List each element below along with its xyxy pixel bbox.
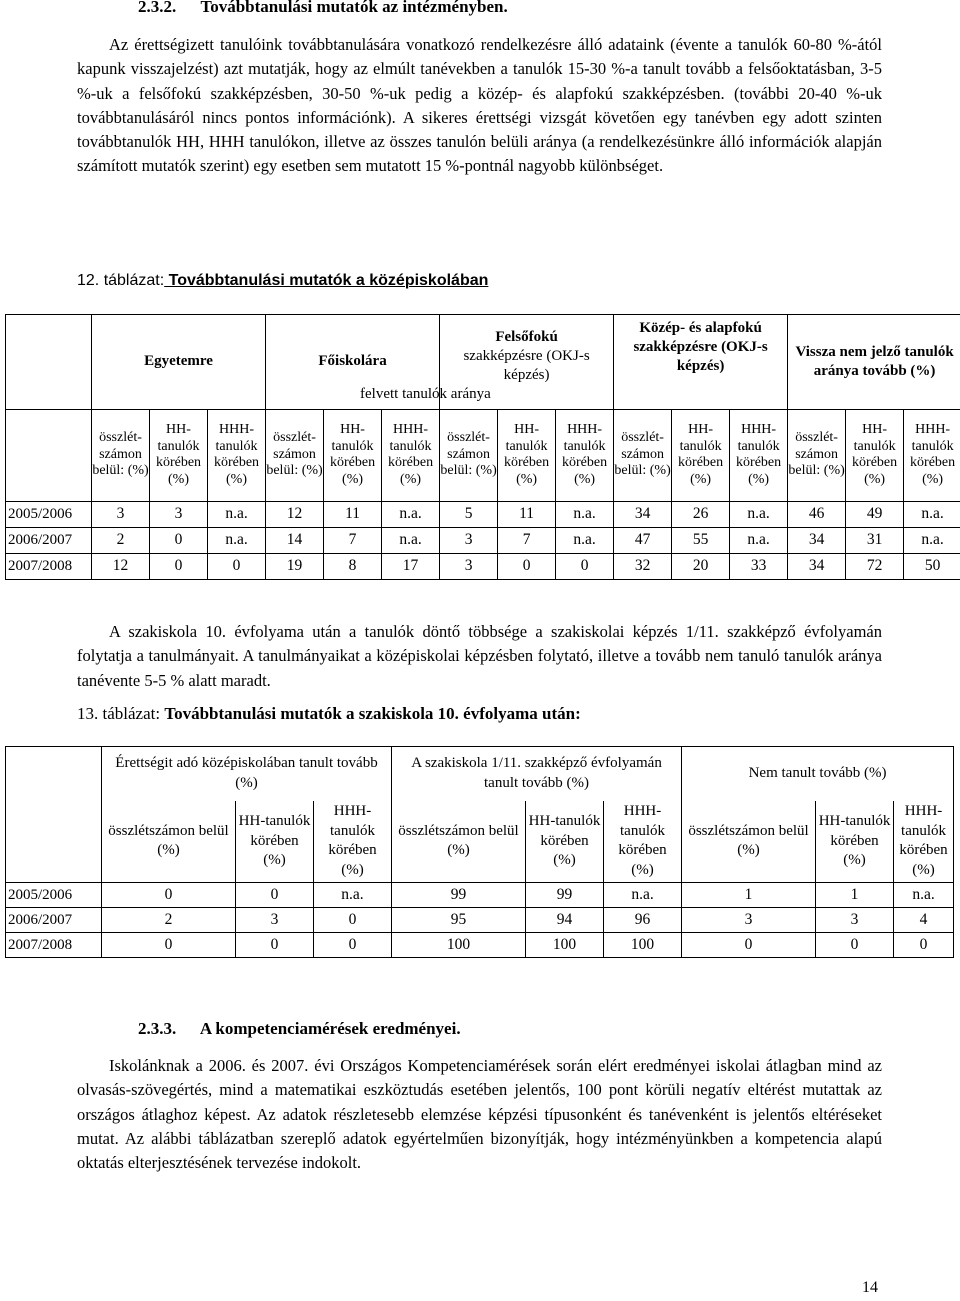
table-cell: 0 [682,933,816,958]
table-cell: 99 [526,883,604,908]
table-cell: 5 [440,501,498,527]
table-cell: 33 [730,553,788,579]
table12 [5,314,960,580]
table-cell: 50 [904,553,960,579]
table-cell: 1 [682,883,816,908]
felsofoku-rest: szakképzésre (OKJ-s képzés) [463,348,590,384]
table-cell: 0 [150,527,208,553]
kompetencia-paragraph-text: Iskolánknak a 2006. és 2007. évi Országos Kompetenciamérések során elért eredményei iskolai átlagban mind az olvasás-szövegértés, mind a matematikai eszköztudás esetében jelentős, 100 pont körüli negatív eltérést mutattak az országos átlaghoz képest. Az adatok részletesebb elemzése képzési típusonként és tanévenként is jelentős eltéréseket mutat. Az alábbi táblázatban szereplő adatok egyértelműen bizonyítják, hogy intézményünkben a kompetencia alapú oktatás elterjesztésének tervezése indokolt. [77,1056,882,1173]
subheader: HH-tanulók körében (%) [816,801,894,883]
table-cell: 100 [604,933,682,958]
table-cell: 47 [614,527,672,553]
kompetencia-paragraph [77,1054,882,1175]
table-cell: 99 [392,883,526,908]
table-cell: 0 [314,933,392,958]
table-cell: 0 [314,908,392,933]
intro-paragraph-text: Az érettségizett tanulóink továbbtanulására vonatkozó rendelkezésre álló adataink (évente a tanulók 60-80 %-ától kapunk visszajelzést) azt mutatják, hogy az elmúlt tanévekben a tanulók 15-30 %-a tanult tovább a felsőoktatásban, 3-5 %-uk a felsőfokú szakképzésben, 30-50 %-uk pedig a közép- és alapfokú szakképzésben. (további 20-40 %-uk továbbtanulásáról nincs pontos információnk). A sikeres érettségi vizsgát követően egy tanévben egy adott szinten továbbtanulók HH, HHH tanulókon, illetve az összes tanulón belüli aránya (a rendelkezésünkre álló információk alapján számított mutatók szerint) egy esetben sem mutatott 15 %-pontnál nagyobb különbséget. [77,35,882,176]
subheader: HHH-tanulók körében (%) [904,409,960,501]
table-cell: n.a. [730,527,788,553]
subheader: HH-tanulók körében (%) [150,409,208,501]
table-cell: 3 [92,501,150,527]
subheader: HH-tanulók körében (%) [498,409,556,501]
table-cell: 3 [236,908,314,933]
table-cell: 0 [102,883,236,908]
table13-corner [6,747,102,883]
section-number: 2.3.2. [138,0,177,16]
table13-group-szakkepzo: A szakiskola 1/11. szakképző évfolyamán tanult tovább (%) [392,747,682,801]
table12-caption-prefix: 12. táblázat: [77,272,165,289]
table13-header-row [6,747,954,801]
table12-sub-corner [6,409,92,501]
table-cell: n.a. [894,883,954,908]
subheader: HHH-tanulók körében (%) [208,409,266,501]
subheader: HH-tanulók körében (%) [526,801,604,883]
table12-caption [77,272,488,290]
table12-group-foiskola: Főiskolára [266,315,440,409]
table-cell: 34 [614,501,672,527]
table-cell: 0 [498,553,556,579]
table13-group-nem-tanult: Nem tanult tovább (%) [682,747,954,801]
table13-caption [77,704,581,724]
table-row [6,883,954,908]
szakiskola-paragraph [77,620,882,693]
subheader: összlétszámon belül (%) [682,801,816,883]
subheader: HHH-tanulók körében (%) [604,801,682,883]
intro-paragraph [77,33,882,179]
table-cell: 0 [816,933,894,958]
table12-body [6,501,960,579]
subheader: HH-tanulók körében (%) [324,409,382,501]
table-cell: 4 [894,908,954,933]
table12-corner [6,315,92,410]
section-title: A kompetenciamérések eredményei. [199,1019,461,1038]
table-cell: 14 [266,527,324,553]
table-cell: 19 [266,553,324,579]
table-cell: 11 [324,501,382,527]
section-heading-2-3-2 [138,0,508,17]
subheader: összlét-számon belül: (%) [614,409,672,501]
table12-caption-title: Továbbtanulási mutatók a középiskolában [164,272,489,289]
table13-caption-title: Továbbtanulási mutatók a szakiskola 10. évfolyama után: [164,704,581,723]
row-year: 2006/2007 [6,908,102,933]
table13-body [6,883,954,958]
table-cell: 17 [382,553,440,579]
table12-group-vissza: Vissza nem jelző tanulók aránya tovább (%) [788,315,960,409]
table-cell: 0 [556,553,614,579]
row-year: 2006/2007 [6,527,92,553]
table-cell: 3 [150,501,208,527]
subheader: összlét-számon belül: (%) [788,409,846,501]
table-cell: 100 [392,933,526,958]
subheader: HHH-tanulók körében (%) [556,409,614,501]
table-cell: 7 [324,527,382,553]
table-cell: 11 [498,501,556,527]
table-cell: 12 [266,501,324,527]
row-year: 2005/2006 [6,883,102,908]
table-cell: 3 [440,527,498,553]
table-cell: n.a. [382,527,440,553]
table-cell: 72 [846,553,904,579]
table-cell: 55 [672,527,730,553]
table-cell: n.a. [604,883,682,908]
subheader: HHH-tanulók körében (%) [730,409,788,501]
table-cell: 96 [604,908,682,933]
table-row [6,553,960,579]
table-row [6,908,954,933]
table-cell: n.a. [556,501,614,527]
subheader: összlétszámon belül (%) [392,801,526,883]
table-cell: 0 [894,933,954,958]
table-cell: 34 [788,553,846,579]
subheader: HH-tanulók körében (%) [846,409,904,501]
table-cell: 26 [672,501,730,527]
table-cell: 0 [102,933,236,958]
table13 [5,746,954,958]
table-cell: 94 [526,908,604,933]
table-cell: 31 [846,527,904,553]
table-cell: 34 [788,527,846,553]
table-cell: n.a. [382,501,440,527]
section-title: Továbbtanulási mutatók az intézményben. [200,0,508,16]
table-cell: n.a. [730,501,788,527]
table-cell: 8 [324,553,382,579]
szakiskola-paragraph-text: A szakiskola 10. évfolyama után a tanulók döntő többsége a szakiskolai képzés 1/11. szakképző évfolyamán folytatja a tanulmányait. A tanulmányaikat a középiskolai képzésben folytató, illetve a tovább nem tanuló tanulók aránya tanévente 5-5 % alatt maradt. [77,622,882,690]
table-cell: 0 [208,553,266,579]
table-cell: 3 [816,908,894,933]
subheader: HHH-tanulók körében (%) [314,801,392,883]
table13-group-erettsegi: Érettségit adó középiskolában tanult tovább (%) [102,747,392,801]
table12-group-kozep: Közép- és alapfokú szakképzésre (OKJ-s képzés) [614,315,788,409]
subheader: összlét-számon belül: (%) [440,409,498,501]
section-number: 2.3.3. [138,1019,177,1038]
table-cell: n.a. [904,501,960,527]
table12-felvett-label: felvett tanulók aránya [360,386,491,402]
table-cell: 95 [392,908,526,933]
subheader: HHH-tanulók körében (%) [382,409,440,501]
table-cell: 1 [816,883,894,908]
table-cell: 0 [236,883,314,908]
table13-subheader-row [6,801,954,883]
table-cell: 0 [150,553,208,579]
table-cell: n.a. [556,527,614,553]
table-cell: 20 [672,553,730,579]
table-cell: 2 [92,527,150,553]
table-cell: 46 [788,501,846,527]
table-cell: 100 [526,933,604,958]
table-cell: n.a. [904,527,960,553]
subheader: összlétszámon belül (%) [102,801,236,883]
table-cell: 0 [236,933,314,958]
table-cell: 3 [440,553,498,579]
table-cell: 49 [846,501,904,527]
subheader: HH-tanulók körében (%) [672,409,730,501]
subheader: HHH-tanulók körében (%) [894,801,954,883]
table12-group-egyetem: Egyetemre [92,315,266,409]
table-cell: n.a. [314,883,392,908]
table-cell: 32 [614,553,672,579]
table-cell: n.a. [208,501,266,527]
table13-caption-prefix: 13. táblázat: [77,704,165,723]
table12-subheader-row [6,409,960,501]
subheader: összlét-számon belül: (%) [92,409,150,501]
row-year: 2007/2008 [6,553,92,579]
table-cell: n.a. [208,527,266,553]
table-cell: 2 [102,908,236,933]
table-cell: 12 [92,553,150,579]
section-heading-2-3-3 [138,1019,461,1039]
felsofoku-word: Felsőfokú [495,329,558,346]
row-year: 2007/2008 [6,933,102,958]
table-cell: 7 [498,527,556,553]
table-row [6,501,960,527]
table-row [6,933,954,958]
subheader: HH-tanulók körében (%) [236,801,314,883]
table-cell: 3 [682,908,816,933]
table-row [6,527,960,553]
page-number: 14 [862,1279,878,1296]
row-year: 2005/2006 [6,501,92,527]
subheader: összlét-számon belül: (%) [266,409,324,501]
